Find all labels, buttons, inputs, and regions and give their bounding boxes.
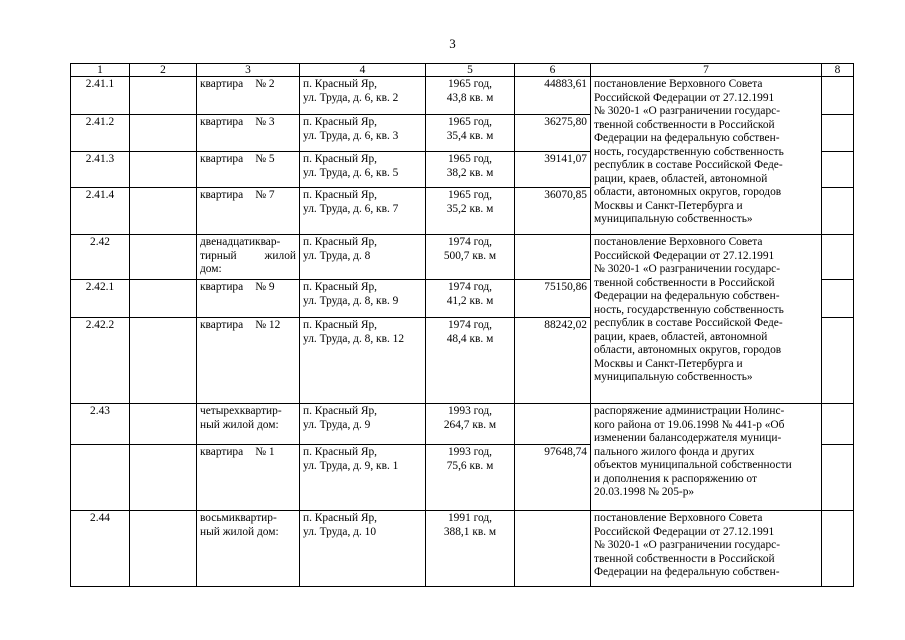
address-cell xyxy=(300,318,426,404)
property-register-table xyxy=(70,63,854,587)
object-name-line: дом: xyxy=(200,263,222,275)
year-area-cell xyxy=(426,511,515,587)
object-name-cell xyxy=(197,404,300,445)
legal-basis-line: № 3020-1 «О разграничении государс- xyxy=(594,105,781,117)
object-name-cell xyxy=(197,188,300,235)
year-area-cell xyxy=(426,115,515,152)
address-line: ул. Труда, д. 9, кв. 1 xyxy=(303,459,399,472)
column-header: 5 xyxy=(426,64,515,77)
object-name-cell xyxy=(197,280,300,318)
object-name-line: ный жилой дом: xyxy=(200,418,279,431)
legal-basis-line: Российской Федерации от 27.12.1991 xyxy=(594,249,775,262)
object-number: № 3 xyxy=(255,116,275,128)
item-number-cell xyxy=(71,235,130,280)
legal-basis-line: твенной собственности в Российской xyxy=(594,276,775,289)
object-name-line: двенадцатиквар- xyxy=(200,236,281,248)
empty-cell xyxy=(130,404,197,445)
empty-cell xyxy=(130,77,197,115)
legal-basis-line: Федерации на федеральную собствен- xyxy=(594,290,780,302)
address-line: ул. Труда, д. 6, кв. 2 xyxy=(303,91,399,104)
item-number: 2.41.3 xyxy=(85,153,115,165)
object-name-line: тирный жилой xyxy=(200,249,296,262)
legal-basis-cell xyxy=(591,404,822,511)
legal-basis-line: Москвы и Санкт-Петербурга и xyxy=(594,199,743,212)
cost-cell xyxy=(515,445,591,511)
column-header: 1 xyxy=(71,64,130,77)
note-cell xyxy=(822,152,854,188)
item-number-cell xyxy=(71,318,130,404)
floor-area: 388,1 кв. м xyxy=(443,525,497,538)
item-number: 2.42.2 xyxy=(85,319,115,331)
year-area-cell xyxy=(426,318,515,404)
address-line: ул. Труда, д. 8, кв. 9 xyxy=(303,294,399,307)
legal-basis-line: кого района от 19.06.1998 № 441-р «Об xyxy=(594,418,785,431)
cost-cell xyxy=(515,280,591,318)
legal-basis-line: Российской Федерации от 27.12.1991 xyxy=(594,525,775,538)
legal-basis-line: Российской Федерации от 27.12.1991 xyxy=(594,91,775,104)
object-number: № 2 xyxy=(255,78,275,90)
address-line: п. Красный Яр, xyxy=(303,281,378,293)
legal-basis-line: рации, краев, областей, автономной xyxy=(594,330,768,343)
object-name-cell xyxy=(197,235,300,280)
build-year: 1993 год, xyxy=(447,405,493,417)
legal-basis-line: постановление Верховного Совета xyxy=(594,236,763,248)
object-name-cell xyxy=(197,511,300,587)
year-area-cell xyxy=(426,445,515,511)
address-line: п. Красный Яр, xyxy=(303,512,378,524)
empty-cell xyxy=(130,318,197,404)
table-row xyxy=(71,511,854,587)
legal-basis-cell xyxy=(591,235,822,404)
item-number-cell xyxy=(71,511,130,587)
object-name: квартира xyxy=(200,189,244,201)
legal-basis-cell xyxy=(591,77,822,235)
column-header: 6 xyxy=(515,64,591,77)
object-number: № 5 xyxy=(255,153,275,165)
cost-cell xyxy=(515,152,591,188)
address-line: ул. Труда, д. 8 xyxy=(303,249,371,262)
object-name-line: восьмиквартир- xyxy=(200,512,277,524)
legal-basis-line: рации, краев, областей, автономной xyxy=(594,172,768,185)
note-cell xyxy=(822,235,854,280)
address-cell xyxy=(300,280,426,318)
cost-cell xyxy=(515,404,591,445)
item-number: 2.42 xyxy=(90,236,110,248)
address-cell xyxy=(300,511,426,587)
legal-basis-line: Федерации на федеральную собствен- xyxy=(594,566,780,578)
empty-cell xyxy=(130,152,197,188)
build-year: 1965 год, xyxy=(447,78,493,90)
address-cell xyxy=(300,188,426,235)
address-cell xyxy=(300,115,426,152)
floor-area: 35,2 кв. м xyxy=(446,202,494,215)
legal-basis-line: твенной собственности в Российской xyxy=(594,118,775,131)
legal-basis-line: республик в составе Российской Феде- xyxy=(594,317,783,329)
empty-cell xyxy=(130,235,197,280)
column-header: 7 xyxy=(591,64,822,77)
object-name-cell xyxy=(197,152,300,188)
empty-cell xyxy=(130,280,197,318)
cost-value: 39141,07 xyxy=(544,153,587,165)
item-number-cell xyxy=(71,280,130,318)
note-cell xyxy=(822,115,854,152)
item-number: 2.43 xyxy=(90,405,110,417)
item-number-cell xyxy=(71,152,130,188)
object-number: № 12 xyxy=(255,319,281,331)
item-number-cell xyxy=(71,445,130,511)
item-number-cell xyxy=(71,77,130,115)
note-cell xyxy=(822,280,854,318)
address-line: ул. Труда, д. 8, кв. 12 xyxy=(303,332,405,345)
floor-area: 264,7 кв. м xyxy=(443,418,497,431)
table-row xyxy=(71,404,854,445)
cost-value: 97648,74 xyxy=(544,446,587,458)
legal-basis-line: муниципальную собственность» xyxy=(594,371,753,383)
legal-basis-line: распоряжение администрации Нолинс- xyxy=(594,405,785,417)
legal-basis-line: 20.03.1998 № 205-р» xyxy=(594,486,695,498)
item-number: 2.41.2 xyxy=(85,116,115,128)
table-row xyxy=(71,77,854,115)
object-number: № 1 xyxy=(255,446,275,458)
legal-basis-line: изменении балансодержателя муници- xyxy=(594,432,782,444)
floor-area: 75,6 кв. м xyxy=(446,459,494,472)
item-number-cell xyxy=(71,115,130,152)
item-number-cell xyxy=(71,188,130,235)
empty-cell xyxy=(130,188,197,235)
empty-cell xyxy=(130,445,197,511)
address-line: п. Красный Яр, xyxy=(303,78,378,90)
cost-value: 44883,61 xyxy=(544,78,587,90)
item-number: 2.42.1 xyxy=(85,281,115,293)
cost-value: 88242,02 xyxy=(544,319,587,331)
legal-basis-line: и дополнения к распоряжению от xyxy=(594,472,757,485)
build-year: 1974 год, xyxy=(447,236,493,248)
address-line: п. Красный Яр, xyxy=(303,153,378,165)
column-header: 4 xyxy=(300,64,426,77)
item-number: 2.41.4 xyxy=(85,189,115,201)
item-number: 2.41.1 xyxy=(85,78,115,90)
note-cell xyxy=(822,445,854,511)
year-area-cell xyxy=(426,152,515,188)
note-cell xyxy=(822,318,854,404)
item-number-cell xyxy=(71,404,130,445)
note-cell xyxy=(822,188,854,235)
object-name-cell xyxy=(197,445,300,511)
floor-area: 38,2 кв. м xyxy=(446,166,494,179)
object-name-line: ный жилой дом: xyxy=(200,525,279,538)
page-number: 3 xyxy=(449,36,456,51)
cost-cell xyxy=(515,77,591,115)
floor-area: 41,2 кв. м xyxy=(446,294,494,307)
address-cell xyxy=(300,404,426,445)
object-name: квартира xyxy=(200,281,244,293)
object-name-line: четырехквартир- xyxy=(200,405,282,417)
cost-cell xyxy=(515,188,591,235)
object-name: квартира xyxy=(200,153,244,165)
object-name: квартира xyxy=(200,116,244,128)
legal-basis-line: твенной собственности в Российской xyxy=(594,552,775,565)
legal-basis-line: Федерации на федеральную собствен- xyxy=(594,132,780,144)
object-name: квартира xyxy=(200,319,244,331)
cost-value: 36070,85 xyxy=(544,189,587,201)
legal-basis-line: постановление Верховного Совета xyxy=(594,78,763,90)
legal-basis-line: муниципальную собственность» xyxy=(594,213,753,225)
address-line: ул. Труда, д. 6, кв. 7 xyxy=(303,202,399,215)
cost-cell xyxy=(515,235,591,280)
legal-basis-line: ность, государственную собственность xyxy=(594,303,784,316)
year-area-cell xyxy=(426,404,515,445)
address-line: ул. Труда, д. 9 xyxy=(303,418,371,431)
floor-area: 43,8 кв. м xyxy=(446,91,494,104)
build-year: 1965 год, xyxy=(447,153,493,165)
legal-basis-line: области, автономных округов, городов xyxy=(594,186,782,198)
object-number: № 7 xyxy=(255,189,275,201)
object-name: квартира xyxy=(200,78,244,90)
table-header-row xyxy=(71,64,854,77)
legal-basis-line: республик в составе Российской Феде- xyxy=(594,159,783,171)
address-cell xyxy=(300,77,426,115)
legal-basis-line: пального жилого фонда и других xyxy=(594,445,755,458)
build-year: 1974 год, xyxy=(447,319,493,331)
legal-basis-line: объектов муниципальной собственности xyxy=(594,459,792,471)
object-name-cell xyxy=(197,77,300,115)
address-line: п. Красный Яр, xyxy=(303,446,378,458)
legal-basis-line: постановление Верховного Совета xyxy=(594,512,763,524)
object-number: № 9 xyxy=(255,281,275,293)
build-year: 1965 год, xyxy=(447,189,493,201)
year-area-cell xyxy=(426,235,515,280)
build-year: 1965 год, xyxy=(447,116,493,128)
legal-basis-cell xyxy=(591,511,822,587)
address-line: п. Красный Яр, xyxy=(303,236,378,248)
object-name: квартира xyxy=(200,446,244,458)
object-name-cell xyxy=(197,318,300,404)
column-header: 8 xyxy=(822,64,854,77)
cost-cell xyxy=(515,511,591,587)
legal-basis-line: ность, государственную собственность xyxy=(594,145,784,158)
address-line: ул. Труда, д. 6, кв. 5 xyxy=(303,166,399,179)
legal-basis-line: № 3020-1 «О разграничении государс- xyxy=(594,263,781,275)
floor-area: 500,7 кв. м xyxy=(443,249,497,262)
year-area-cell xyxy=(426,77,515,115)
address-line: ул. Труда, д. 6, кв. 3 xyxy=(303,129,399,142)
item-number: 2.44 xyxy=(90,512,110,524)
address-line: п. Красный Яр, xyxy=(303,116,378,128)
cost-value: 75150,86 xyxy=(544,281,587,293)
cost-value: 36275,80 xyxy=(544,116,587,128)
address-cell xyxy=(300,235,426,280)
address-cell xyxy=(300,445,426,511)
build-year: 1974 год, xyxy=(447,281,493,293)
floor-area: 35,4 кв. м xyxy=(446,129,494,142)
legal-basis-line: области, автономных округов, городов xyxy=(594,344,782,356)
build-year: 1993 год, xyxy=(447,446,493,458)
note-cell xyxy=(822,77,854,115)
address-line: п. Красный Яр, xyxy=(303,405,378,417)
table-row xyxy=(71,235,854,280)
column-header: 3 xyxy=(197,64,300,77)
object-name-cell xyxy=(197,115,300,152)
year-area-cell xyxy=(426,280,515,318)
legal-basis-line: № 3020-1 «О разграничении государс- xyxy=(594,539,781,551)
legal-basis-line: Москвы и Санкт-Петербурга и xyxy=(594,357,743,370)
address-cell xyxy=(300,152,426,188)
address-line: п. Красный Яр, xyxy=(303,319,378,331)
address-line: ул. Труда, д. 10 xyxy=(303,525,377,538)
year-area-cell xyxy=(426,188,515,235)
cost-cell xyxy=(515,318,591,404)
column-header: 2 xyxy=(130,64,197,77)
address-line: п. Красный Яр, xyxy=(303,189,378,201)
empty-cell xyxy=(130,115,197,152)
floor-area: 48,4 кв. м xyxy=(446,332,494,345)
cost-cell xyxy=(515,115,591,152)
note-cell xyxy=(822,404,854,445)
build-year: 1991 год, xyxy=(447,512,493,524)
note-cell xyxy=(822,511,854,587)
empty-cell xyxy=(130,511,197,587)
